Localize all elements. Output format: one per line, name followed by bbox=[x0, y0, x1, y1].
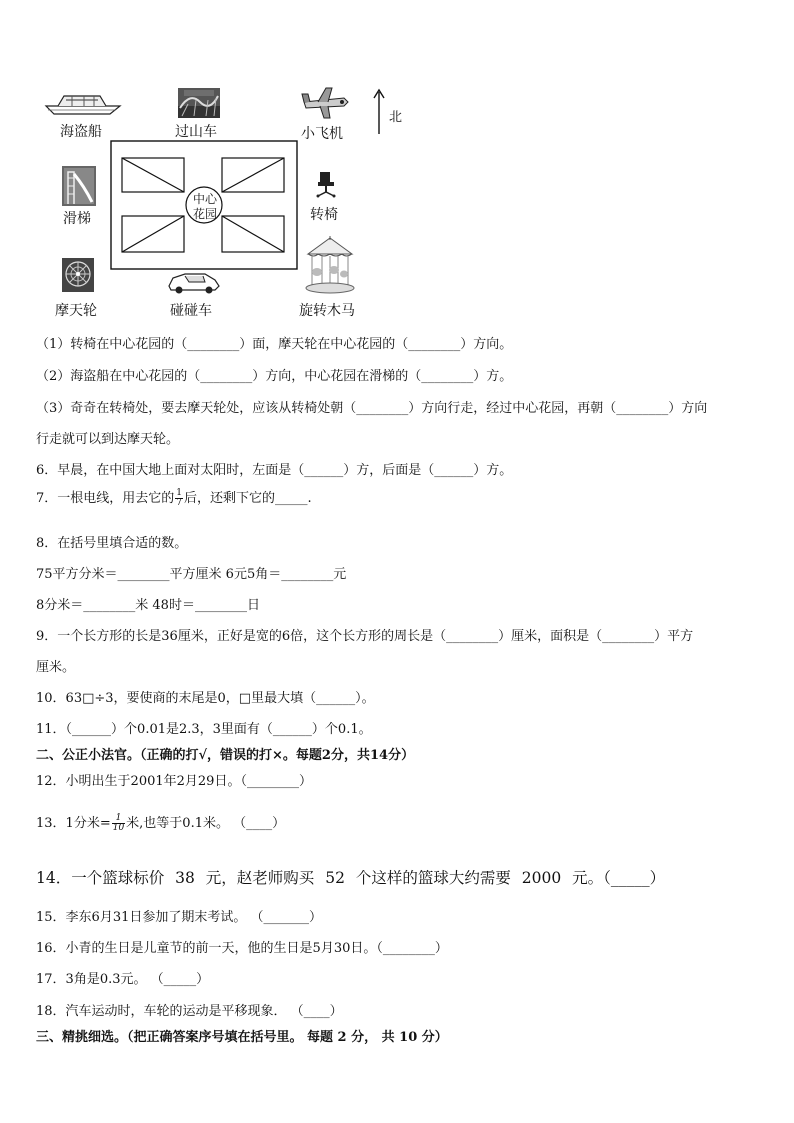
ferris-wheel-icon bbox=[62, 258, 94, 296]
carousel-icon bbox=[304, 236, 356, 298]
question-5-part1: （1）转椅在中心花园的（________）面，摩天轮在中心花园的（________）方向。 bbox=[36, 337, 513, 352]
question-16: 16．小青的生日是儿童节的前一天，他的生日是5月30日。（________） bbox=[36, 941, 448, 956]
slide-label: 滑梯 bbox=[63, 211, 91, 227]
fraction-denominator: 10 bbox=[112, 823, 125, 833]
bumper-car-icon bbox=[165, 270, 221, 298]
question-7-prefix: 7．一根电线，用去它的 bbox=[36, 491, 175, 506]
pirate-ship-label: 海盗船 bbox=[60, 124, 102, 140]
question-5-part3-line2: 行走就可以到达摩天轮。 bbox=[36, 432, 180, 447]
question-9-line1: 9．一个长方形的长是36厘米，正好是宽的6倍，这个长方形的周长是（________）厘米，面积是（________）平方 bbox=[36, 629, 694, 644]
section-2-heading: 二、公正小法官。（正确的打√，错误的打×。每题2分，共14分） bbox=[36, 748, 415, 763]
direction-map bbox=[0, 0, 794, 320]
question-17: 17．3角是0.3元。 （_____） bbox=[36, 972, 210, 987]
question-13-suffix: 米,也等于0.1米。 （____） bbox=[126, 816, 286, 831]
swivel-chair-label: 转椅 bbox=[310, 207, 338, 223]
question-18: 18．汽车运动时，车轮的运动是平移现象． （____） bbox=[36, 1004, 343, 1019]
question-5-part2: （2）海盗船在中心花园的（________）方向，中心花园在滑梯的（________）方。 bbox=[36, 369, 513, 384]
question-9-line2: 厘米。 bbox=[36, 660, 76, 675]
north-arrow-icon bbox=[372, 88, 386, 140]
question-6: 6．早晨，在中国大地上面对太阳时，左面是（______）方，后面是（______）方。 bbox=[36, 463, 513, 478]
question-14: 14．一个篮球标价 38 元，赵老师购买 52 个这样的篮球大约需要 2000 元。（_____） bbox=[36, 869, 666, 887]
question-7-fraction bbox=[175, 489, 183, 508]
small-plane-icon bbox=[300, 86, 350, 126]
north-label: 北 bbox=[389, 110, 403, 125]
roller-coaster-label: 过山车 bbox=[175, 124, 217, 140]
question-7-suffix: 后，还剩下它的_____. bbox=[184, 491, 312, 506]
question-8-row1: 75平方分米＝________平方厘米 6元5角＝________元 bbox=[36, 567, 347, 582]
ferris-wheel-label: 摩天轮 bbox=[55, 303, 97, 319]
question-5-part3-line1: （3）奇奇在转椅处，要去摩天轮处，应该从转椅处朝（________）方向行走，经过中心花园，再朝（________）方向 bbox=[36, 401, 708, 416]
slide-icon bbox=[62, 166, 96, 210]
question-11: 11．（______）个0.01是2.3，3里面有（______）个0.1。 bbox=[36, 722, 372, 737]
question-8: 8．在括号里填合适的数。 bbox=[36, 536, 188, 551]
question-15: 15．李东6月31日参加了期末考试。 （_______） bbox=[36, 910, 322, 925]
question-13 bbox=[36, 812, 285, 833]
question-7 bbox=[36, 487, 312, 508]
section-3-heading: 三、精挑细选。（把正确答案序号填在括号里。 每题 2 分， 共 10 分） bbox=[36, 1030, 448, 1045]
fraction-numerator: 1 bbox=[112, 814, 125, 824]
roller-coaster-icon bbox=[178, 88, 220, 122]
question-12: 12．小明出生于2001年2月29日。（________） bbox=[36, 774, 312, 789]
question-8-row2: 8分米＝________米 48时＝________日 bbox=[36, 598, 260, 613]
question-13-fraction bbox=[112, 814, 125, 833]
question-13-prefix: 13．1分米= bbox=[36, 816, 111, 831]
carousel-label: 旋转木马 bbox=[299, 303, 355, 319]
swivel-chair-icon bbox=[316, 170, 336, 202]
center-garden-label-line2: 花园 bbox=[193, 207, 218, 221]
small-plane-label: 小飞机 bbox=[301, 126, 343, 142]
bumper-car-label: 碰碰车 bbox=[170, 303, 212, 319]
center-garden-label-line1: 中心 bbox=[193, 192, 218, 206]
question-10: 10．63□÷3，要使商的末尾是0，□里最大填（______）。 bbox=[36, 691, 375, 706]
fraction-denominator: 7 bbox=[176, 498, 183, 508]
pirate-ship-icon bbox=[44, 90, 122, 120]
fraction-numerator: 1 bbox=[176, 488, 183, 498]
